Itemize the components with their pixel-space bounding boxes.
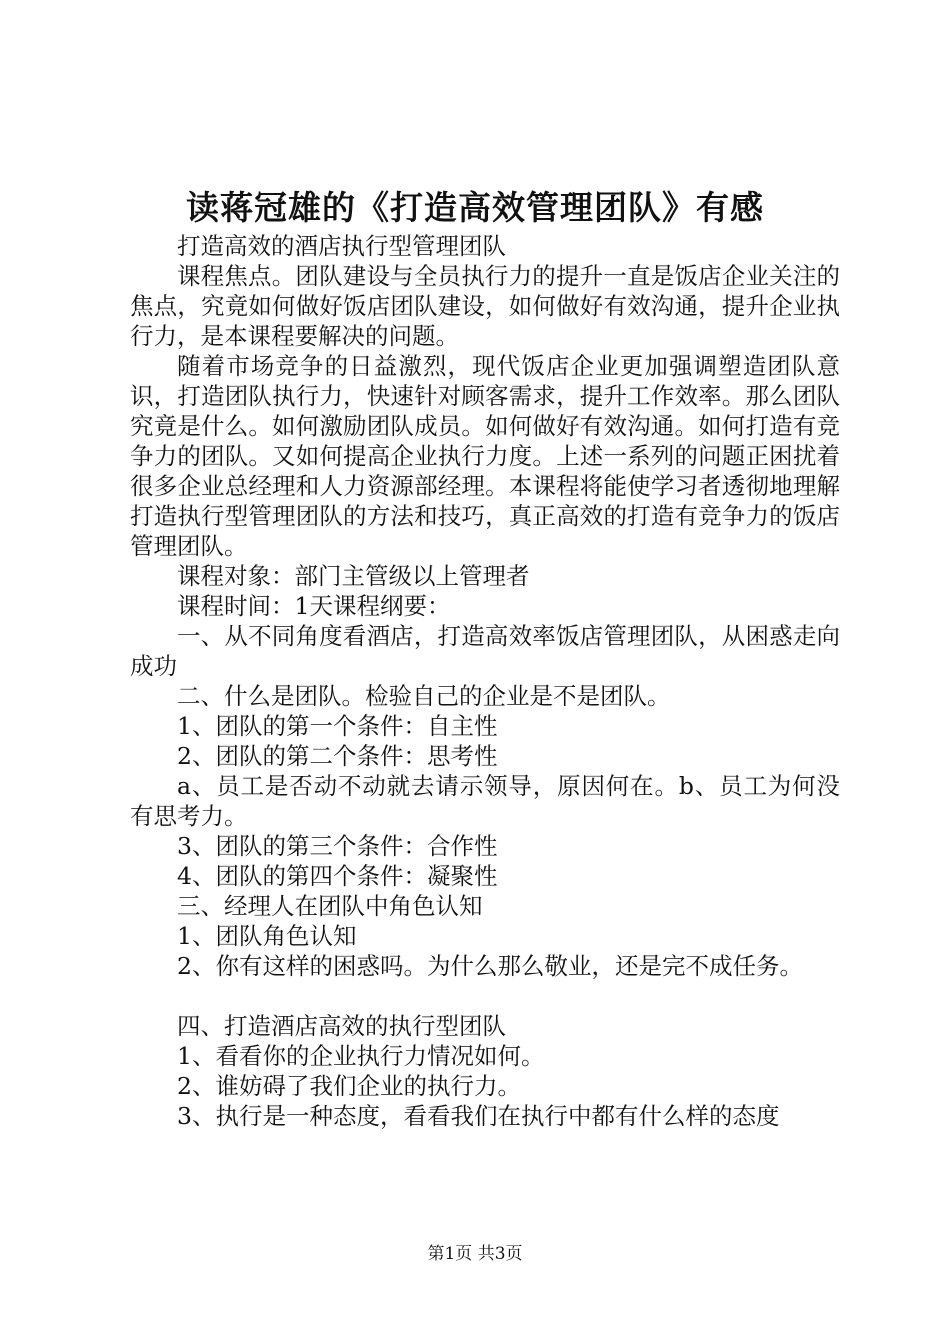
paragraph: 课程焦点。团队建设与全员执行力的提升一直是饭店企业关注的焦点，究竟如何做好饭店团队建设，如何做好有效沟通，提升企业执行力，是本课程要解决的问题。	[130, 262, 840, 350]
paragraph: 1、看看你的企业执行力情况如何。	[177, 1042, 545, 1070]
document-title: 读蒋冠雄的《打造高效管理团队》有感	[186, 188, 764, 227]
paragraph: 一、从不同角度看酒店，打造高效率饭店管理团队，从困惑走向成功	[130, 622, 840, 680]
paragraph: 4、团队的第四个条件：凝聚性	[177, 862, 498, 890]
paragraph: 课程时间：1天课程纲要：	[177, 592, 451, 620]
paragraph: a、员工是否动不动就去请示领导，原因何在。b、员工为何没有思考力。	[130, 772, 840, 830]
paragraph: 三、经理人在团队中角色认知	[177, 892, 483, 920]
paragraph: 1、团队角色认知	[177, 922, 357, 950]
paragraph: 随着市场竞争的日益激烈，现代饭店企业更加强调塑造团队意识，打造团队执行力，快速针对顾客需求，提升工作效率。那么团队究竟是什么。如何激励团队成员。如何做好有效沟通。如何打造有竞争力的团队。又如何提高企业执行力度。上述一系列的问题正困扰着很多企业总经理和人力资源部经理。本课程将能使学习者透彻地理解打造执行型管理团队的方法和技巧，真正高效的打造有竞争力的饭店管理团队。	[130, 352, 840, 560]
page-number: 第1页 共3页	[427, 1244, 523, 1264]
paragraph: 2、谁妨碍了我们企业的执行力。	[177, 1072, 521, 1100]
paragraph: 四、打造酒店高效的执行型团队	[177, 1012, 506, 1040]
paragraph: 3、执行是一种态度，看看我们在执行中都有什么样的态度	[177, 1102, 780, 1130]
paragraph: 课程对象：部门主管级以上管理者	[177, 562, 530, 590]
paragraph: 2、你有这样的困惑吗。为什么那么敬业，还是完不成任务。	[177, 952, 803, 980]
paragraph: 3、团队的第三个条件：合作性	[177, 832, 498, 860]
document-body	[130, 231, 840, 1131]
paragraph: 打造高效的酒店执行型管理团队	[177, 232, 506, 260]
paragraph: 2、团队的第二个条件：思考性	[177, 742, 498, 770]
page-footer	[0, 1243, 950, 1265]
paragraph: 二、什么是团队。检验自己的企业是不是团队。	[177, 682, 671, 710]
paragraph: 1、团队的第一个条件：自主性	[177, 712, 498, 740]
blank-line	[130, 981, 840, 1011]
